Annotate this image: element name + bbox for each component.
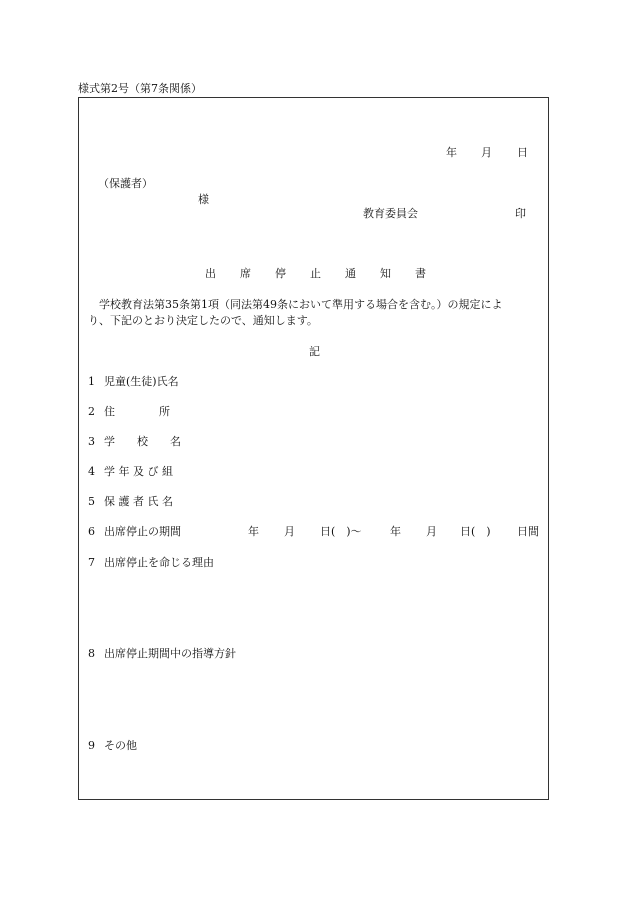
- period-year-end: 年: [390, 525, 401, 538]
- document-title: [205, 265, 426, 281]
- title-char: 止: [310, 267, 321, 280]
- period-month-start: 月: [284, 525, 295, 538]
- form-number-label: 様式第2号（第7条関係）: [78, 82, 202, 95]
- body-text-line1: 学校教育法第35条第1項（同法第49条において準用する場合を含む。）の規定によ: [99, 298, 503, 311]
- item-row: [88, 403, 170, 419]
- item-number: 1: [88, 375, 95, 388]
- issuer-name: 教育委員会: [363, 207, 418, 220]
- item-row: [88, 493, 173, 509]
- item-number: 5: [88, 495, 95, 508]
- item-row: [88, 645, 236, 661]
- item-number: 7: [88, 556, 95, 569]
- item-row: [88, 463, 173, 479]
- ki-heading: 記: [309, 345, 320, 358]
- period-day-end: 日( ): [460, 525, 491, 538]
- item-label: 児童(生徒)氏名: [104, 375, 179, 388]
- guardian-label: （保護者）: [98, 177, 153, 190]
- title-char: 知: [380, 267, 391, 280]
- item-row: [88, 737, 137, 753]
- period-day-start: 日( )～: [320, 525, 362, 538]
- item-label: その他: [104, 739, 137, 752]
- item-label: 出席停止を命じる理由: [104, 556, 214, 569]
- title-char: 停: [275, 267, 286, 280]
- item-label: 学 年 及 び 組: [104, 465, 173, 478]
- item-number: 8: [88, 647, 95, 660]
- date-month: 月: [481, 146, 492, 159]
- item-label: 出席停止期間中の指導方針: [104, 647, 236, 660]
- guardian-honorific: 様: [198, 193, 209, 206]
- date-day: 日: [517, 146, 528, 159]
- item-number: 2: [88, 405, 95, 418]
- period-year-start: 年: [248, 525, 259, 538]
- item-label: 保 護 者 氏 名: [104, 495, 173, 508]
- item-row: [88, 373, 179, 389]
- item-row: [88, 433, 181, 449]
- item-label: 出席停止の期間: [104, 525, 181, 538]
- item-label: 住 所: [104, 405, 170, 418]
- item-row: [88, 554, 214, 570]
- period-month-end: 月: [426, 525, 437, 538]
- title-char: 通: [345, 267, 356, 280]
- item-label: 学 校 名: [104, 435, 181, 448]
- title-char: 出: [205, 267, 216, 280]
- item-row: [88, 523, 181, 539]
- title-char: 書: [415, 267, 426, 280]
- item-number: 9: [88, 739, 95, 752]
- date-year: 年: [446, 146, 457, 159]
- issuer-seal: 印: [515, 207, 526, 220]
- item-number: 6: [88, 525, 95, 538]
- period-days: 日間: [517, 525, 539, 538]
- body-text-line2: り、下記のとおり決定したので、通知します。: [88, 314, 318, 327]
- title-char: 席: [240, 267, 251, 280]
- item-number: 4: [88, 465, 95, 478]
- item-number: 3: [88, 435, 95, 448]
